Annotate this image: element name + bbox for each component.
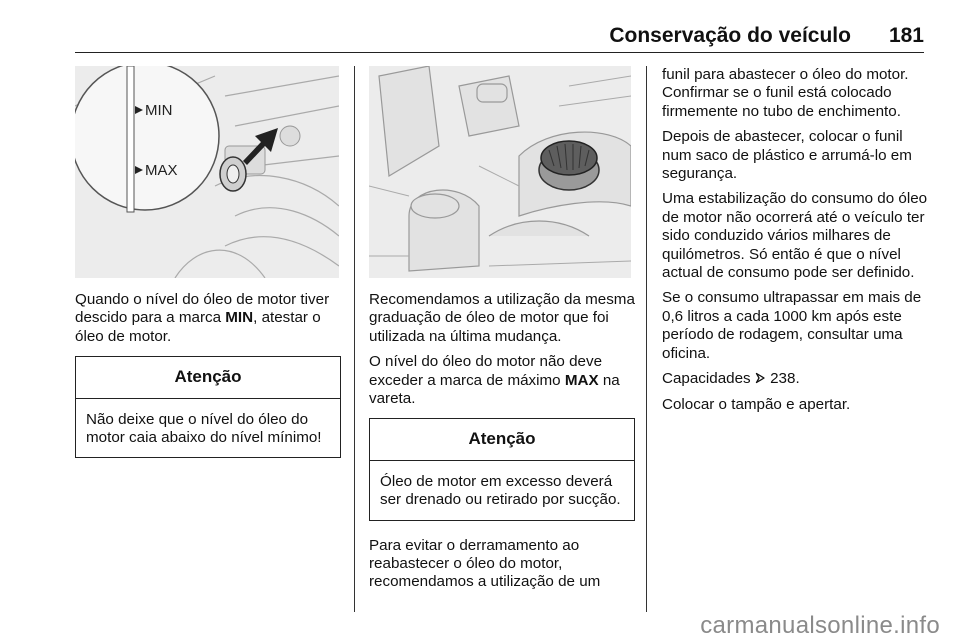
attention-body-1: Não deixe que o nível do óleo do motor caia abaixo do nível mínimo!: [86, 410, 322, 447]
paragraph-consumption: Uma estabilização do consumo do óleo de motor não ocorrerá até o veículo ter sido conduzido vários milhares de quilómetros. Só então é que o nível actual de consumo pode ser definido.: [662, 190, 928, 282]
column-divider-1: [354, 66, 355, 612]
engine-bay-drawing: [369, 66, 631, 278]
paragraph-oil-grade: Recomendamos a utilização da mesma graduação de óleo de motor que foi utilizada na última mudança.: [369, 291, 635, 345]
max-mark: MAX: [564, 371, 599, 389]
paragraph-capacities: Capacidades 238.: [662, 370, 800, 388]
page-header: [75, 22, 924, 48]
column-2: [369, 291, 635, 599]
header-rule: [75, 52, 924, 53]
paragraph-min-level: Quando o nível do óleo de motor tiver descido para a marca MIN, atestar o óleo de motor.: [75, 291, 330, 345]
engine-bay-illustration: [369, 66, 631, 278]
attention-title-1: Atenção: [76, 357, 340, 398]
dipstick-drawing: [75, 66, 339, 278]
paragraph-funnel-continued: funil para abastecer o óleo do motor. Confirmar se o funil está colocado firmemente no tubo de enchimento.: [662, 66, 909, 120]
paragraph-after-refill: Depois de abastecer, colocar o funil num saco de plástico e arrumá-lo em segurança.: [662, 128, 912, 183]
column-divider-2: [646, 66, 647, 612]
attention-box-2: [369, 418, 635, 520]
attention-box-1: [75, 356, 341, 458]
page-number: 181: [888, 24, 924, 47]
dipstick-illustration: [75, 66, 339, 278]
capacities-reference-link[interactable]: 238.: [755, 370, 800, 387]
paragraph-funnel: Para evitar o derramamento ao reabastecer o óleo do motor, recomendamos a utilização de um: [369, 536, 601, 591]
attention-body-2: Óleo de motor em excesso deverá ser drenado ou retirado por sucção.: [380, 472, 621, 509]
attention-title-2: Atenção: [370, 419, 634, 460]
min-mark: MIN: [225, 309, 254, 327]
max-label: MAX: [145, 162, 178, 179]
paragraph-close-cap: Colocar o tampão e apertar.: [662, 395, 851, 413]
arrow-reference-icon: [755, 372, 766, 384]
watermark: carmanualsonline.info: [700, 612, 940, 639]
column-3: [662, 66, 928, 421]
column-1: [75, 291, 341, 458]
page-title: Conservação do veículo: [609, 24, 851, 47]
min-label: MIN: [145, 102, 173, 119]
paragraph-max-level: O nível do óleo do motor não deve exceder a marca de máximo MAX na vareta.: [369, 353, 620, 408]
paragraph-workshop: Se o consumo ultrapassar em mais de 0,6 litros a cada 1000 km após este período de rodagem, consultar uma oficina.: [662, 289, 922, 362]
